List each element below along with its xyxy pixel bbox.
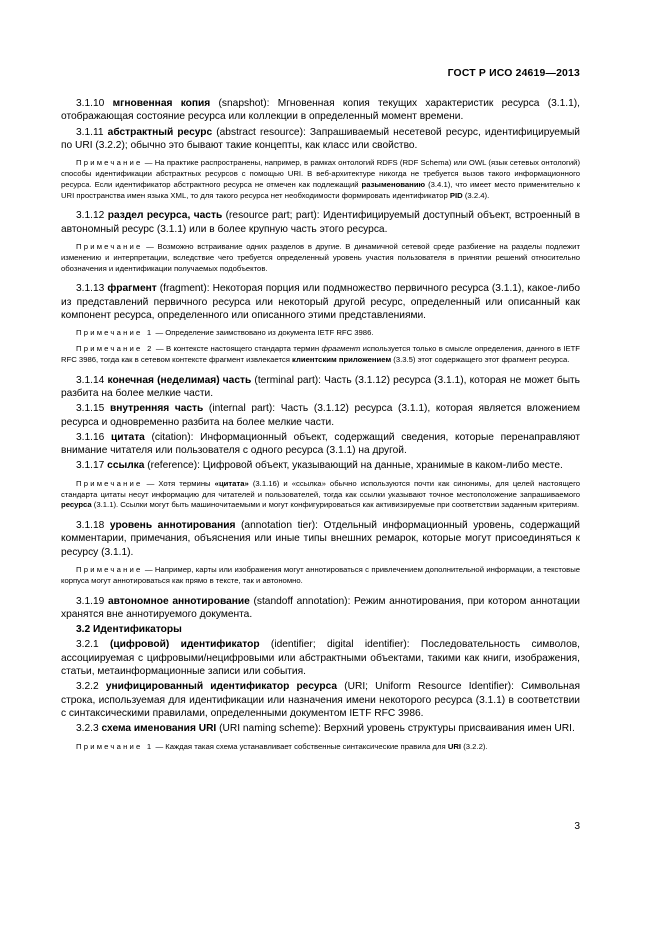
entry-definition: (citation): Информационный объект, содержащий сведения, которые перенаправляют внимание читателя или пользователя с одного ресурса (3.1.1) на другой. bbox=[61, 431, 580, 457]
entry-3-1-11 bbox=[61, 126, 580, 153]
entry-term: (цифровой) идентификатор bbox=[109, 639, 260, 651]
note-number: 2 bbox=[142, 344, 154, 354]
note-text: (3.1.1). Ссылки могут быть машиночитаемыми и могут конфигурироваться как активизируемые при соответствии заданным критериям. bbox=[91, 500, 580, 510]
note-term: URI bbox=[447, 741, 462, 751]
entry-definition: (terminal part): Часть (3.1.12) ресурса (3.1.1), которая не может быть разбита на более мелкие части. bbox=[61, 374, 580, 399]
note-text: — Определение заимствовано из документа IETF RFC 3986. bbox=[153, 328, 374, 338]
entry-term: автономное аннотирование bbox=[107, 595, 250, 607]
entry-term: конечная (неделимая) часть bbox=[107, 374, 252, 386]
entry-number: 3.2.3 bbox=[76, 723, 99, 735]
entry-number: 3.1.12 bbox=[76, 210, 105, 222]
entry-definition: (fragment): Некоторая порция или подмножество первичного ресурса (3.1.1), какое-либо из представлений первичного ресурса или некоторый другой ресурс, определенный или описанный как компонент ресурса, определенного или описанного этими представлениями. bbox=[61, 283, 580, 321]
note-number: 1 bbox=[142, 741, 154, 751]
note-text: (3.2.4). bbox=[462, 190, 490, 200]
entry-number: 3.1.11 bbox=[76, 126, 104, 138]
note-text: (3.4.1), что имеет место применительно к URI пространства имен языка XML, то для такого ресурса нет необходимости формировать идентификатор bbox=[61, 179, 580, 200]
entry-number: 3.1.10 bbox=[76, 98, 105, 109]
entry-3-1-12 bbox=[61, 209, 580, 236]
note-fragment-1 bbox=[61, 328, 580, 339]
entry-definition: (URI; Uniform Resource Identifier): Символьная строка, используемая для идентификации или назначения имени некоторого ресурса (3.1.1) в соответствии с синтаксическими правилами, определенными документом IETF RFC 3986. bbox=[61, 681, 580, 719]
entry-number: 3.1.14 bbox=[76, 374, 105, 386]
entry-definition: (annotation tier): Отдельный информационный уровень, содержащий комментарии, примечания, объяснения или иные типы внешних ремарок, которые могут присоединяться к ресурсу (3.1.1). bbox=[61, 520, 580, 558]
note-term: ресурса bbox=[61, 500, 92, 510]
entry-term: схема именования URI bbox=[101, 723, 217, 735]
entry-definition: (identifier; digital identifier): Последовательность символов, ассоциируемая с цифровыми/нецифровыми или абстрактными объектами, такими как книги, изображения, статьи, метаинформационные записи или события. bbox=[61, 639, 580, 678]
note-uri-scheme bbox=[61, 742, 580, 753]
note-label: Примечание bbox=[76, 741, 143, 751]
entry-number: 3.1.15 bbox=[76, 403, 105, 415]
entry-3-2-1 bbox=[61, 638, 580, 678]
entry-3-1-10 bbox=[61, 97, 580, 124]
section-title: Идентификаторы bbox=[93, 624, 182, 636]
entry-definition: (reference): Цифровой объект, указывающий на данные, хранимые в каком-либо месте. bbox=[144, 460, 563, 472]
note-label: Примечание bbox=[76, 328, 143, 338]
note-text: (3.3.5) этот содержащего этот фрагмент ресурса. bbox=[391, 354, 570, 364]
entry-definition: (abstract resource): Запрашиваемый несетевой ресурс, идентифицируемый по URI (3.2.2); обычно это бывают такие концепты, как класс или свойство. bbox=[61, 126, 580, 151]
entry-3-1-15 bbox=[61, 402, 580, 429]
entry-3-1-18 bbox=[61, 519, 580, 559]
note-fragment-2 bbox=[61, 344, 580, 366]
entry-number: 3.1.16 bbox=[76, 431, 105, 443]
note-text: — Возможно встраивание одних разделов в другие. В динамичной сетевой среде разбиение на разделы подлежит изменению и интерпретации, вследствие чего требуется определенный уровень участия пользователя в принятии решений относительно обозначения и идентификации получаемых подобъектов. bbox=[61, 241, 580, 273]
entry-term: раздел ресурса, часть bbox=[107, 210, 223, 222]
document-id-header: ГОСТ Р ИСО 24619—2013 bbox=[447, 68, 580, 79]
note-text: (3.2.2). bbox=[461, 741, 488, 751]
note-term: PID bbox=[449, 190, 463, 200]
entry-definition: (internal part): Часть (3.1.12) ресурса (3.1.1), которая является вложением ресурса и одновременно разбита на более мелкие части. bbox=[61, 403, 581, 428]
entry-number: 3.1.19 bbox=[76, 595, 105, 607]
note-label: Примечание bbox=[76, 158, 143, 168]
note-abstract-resource bbox=[61, 158, 580, 201]
note-text: — На практике распространены, например, в рамках онтологий RDFS (RDF Schema) или OWL (язык сетевых онтологий) способы идентификации абстрактных ресурсов с помощью URI. В веб-архитектуре никогда не требуется вызов такого информационного ресурса. Если идентификатор абстрактного ресурса не отмечен как подлежащий bbox=[61, 158, 580, 189]
note-resource-part bbox=[61, 242, 580, 274]
note-term: «цитата» bbox=[214, 478, 249, 488]
note-term: клиентским приложением bbox=[292, 354, 392, 364]
section-number: 3.2 bbox=[76, 624, 91, 636]
entry-definition: (standoff annotation): Режим аннотирования, при котором аннотации хранятся вне аннотируемого документа. bbox=[61, 595, 580, 620]
note-label: Примечание bbox=[76, 241, 143, 251]
entry-number: 3.1.13 bbox=[76, 283, 105, 295]
note-text: — Каждая такая схема устанавливает собственные синтаксические правила для bbox=[153, 741, 448, 751]
note-term: разыменованию bbox=[361, 179, 426, 189]
note-text: — Хотя термины bbox=[142, 478, 215, 488]
entry-3-2-3 bbox=[61, 722, 580, 735]
entry-3-1-13 bbox=[61, 282, 580, 322]
note-text: — В контексте настоящего стандарта термин bbox=[153, 344, 322, 354]
entry-term: абстрактный ресурс bbox=[107, 126, 213, 138]
entry-3-1-17 bbox=[61, 459, 580, 472]
note-text: — Например, карты или изображения могут аннотироваться с привлечением дополнительной информации, а текстовые корпуса могут аннотироваться как прямо в тексте, так и автономно. bbox=[61, 565, 580, 585]
entry-term: внутренняя часть bbox=[109, 403, 204, 415]
page-number: 3 bbox=[574, 821, 580, 832]
entry-3-1-16 bbox=[61, 431, 580, 458]
note-citation-reference bbox=[61, 479, 580, 511]
entry-definition: (snapshot): Мгновенная копия текущих характеристик ресурса (3.1.1), отображающая состояние ресурса или коллекции в определенный момент времени. bbox=[61, 98, 580, 123]
entry-number: 3.2.1 bbox=[76, 639, 99, 651]
note-italic-term: фрагмент bbox=[321, 344, 361, 354]
entry-3-1-19 bbox=[61, 595, 580, 622]
entry-number: 3.2.2 bbox=[76, 681, 99, 693]
note-label: Примечание bbox=[76, 478, 143, 488]
note-label: Примечание bbox=[76, 344, 143, 354]
section-heading-3-2 bbox=[61, 623, 580, 636]
entry-number: 3.1.18 bbox=[76, 520, 105, 532]
entry-number: 3.1.17 bbox=[76, 460, 105, 472]
note-number: 1 bbox=[142, 328, 154, 338]
entry-term: цитата bbox=[111, 431, 145, 443]
entry-term: уровень аннотирования bbox=[109, 520, 236, 532]
entry-term: фрагмент bbox=[107, 283, 157, 295]
entry-3-2-2 bbox=[61, 680, 580, 720]
entry-term: унифицированный идентификатор ресурса bbox=[105, 681, 338, 693]
note-annotation-tier bbox=[61, 565, 580, 587]
entry-3-1-14 bbox=[61, 374, 580, 401]
note-text: (3.1.16) и «ссылка» обычно используются почти как синонимы, для целей настоящего стандарта цитаты несут информацию для читателей и пользователей, тогда как ссылки указывают точное местоположение запрашиваемого bbox=[61, 478, 580, 499]
entry-term: ссылка bbox=[107, 460, 145, 472]
entry-definition: (resource part; part): Идентифицируемый доступный объект, встроенный в автономный ресурс (3.1.1) или в более крупную часть этого ресурса. bbox=[61, 210, 580, 235]
entry-term: мгновенная копия bbox=[112, 98, 211, 109]
entry-definition: (URI naming scheme): Верхний уровень структуры присваивания имен URI. bbox=[216, 723, 575, 735]
page-content bbox=[61, 97, 580, 760]
note-label: Примечание bbox=[76, 565, 143, 574]
note-text: используется только в смысле определения, данного в IETF RFC 3986, тогда как в сетевом контексте фрагмент извлекается bbox=[61, 344, 580, 364]
